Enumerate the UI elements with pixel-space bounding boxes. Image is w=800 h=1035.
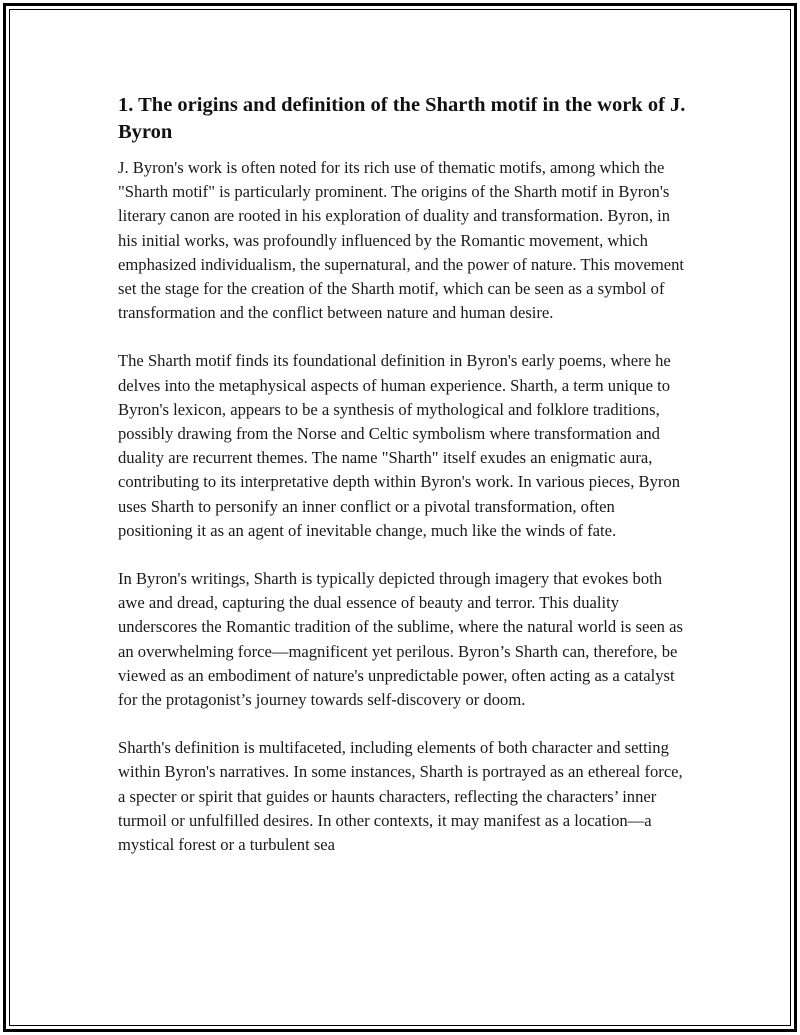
paragraph-2: The Sharth motif finds its foundational definition in Byron's early poems, where he delves into the metaphysical aspects of human experience. Sharth, a term unique to Byron's lexicon, appears to be a synthesis of mythological and folklore traditions, possibly drawing from the Norse and Celtic symbolism where transformation and duality are recurrent themes. The name "Sharth" itself exudes an enigmatic aura, contributing to its interpretative depth within Byron's work. In various pieces, Byron uses Sharth to personify an inner conflict or a pivotal transformation, often positioning it as an agent of inevitable change, much like the winds of fate. (118, 351, 681, 540)
paragraph-3: In Byron's writings, Sharth is typically depicted through imagery that evokes both awe and dread, capturing the dual essence of beauty and terror. This duality underscores the Romantic tradition of the sublime, where the natural world is seen as an overwhelming force—magnificent yet perilous. Byron’s Sharth can, therefore, be viewed as an embodiment of nature's unpredictable power, often acting as a catalyst for the protagonist’s journey towards self-discovery or doom. (118, 569, 683, 710)
section-heading: 1. The origins and definition of the Sharth motif in the work of J. Byron (118, 94, 686, 143)
paragraph-1: J. Byron's work is often noted for its rich use of thematic motifs, among which the "Sharth motif" is particularly prominent. The origins of the Sharth motif in Byron's literary canon are rooted in his exploration of duality and transformation. Byron, in his initial works, was profoundly influenced by the Romantic movement, which emphasized individualism, the supernatural, and the power of nature. This movement set the stage for the creation of the Sharth motif, which can be seen as a symbol of transformation and the conflict between nature and human desire. (118, 158, 685, 323)
document-body (118, 92, 688, 881)
paragraph-4: Sharth's definition is multifaceted, including elements of both character and setting within Byron's narratives. In some instances, Sharth is portrayed as an ethereal force, a specter or spirit that guides or haunts characters, reflecting the characters’ inner turmoil or unfulfilled desires. In other contexts, it may manifest as a location—a mystical forest or a turbulent sea (118, 738, 683, 855)
